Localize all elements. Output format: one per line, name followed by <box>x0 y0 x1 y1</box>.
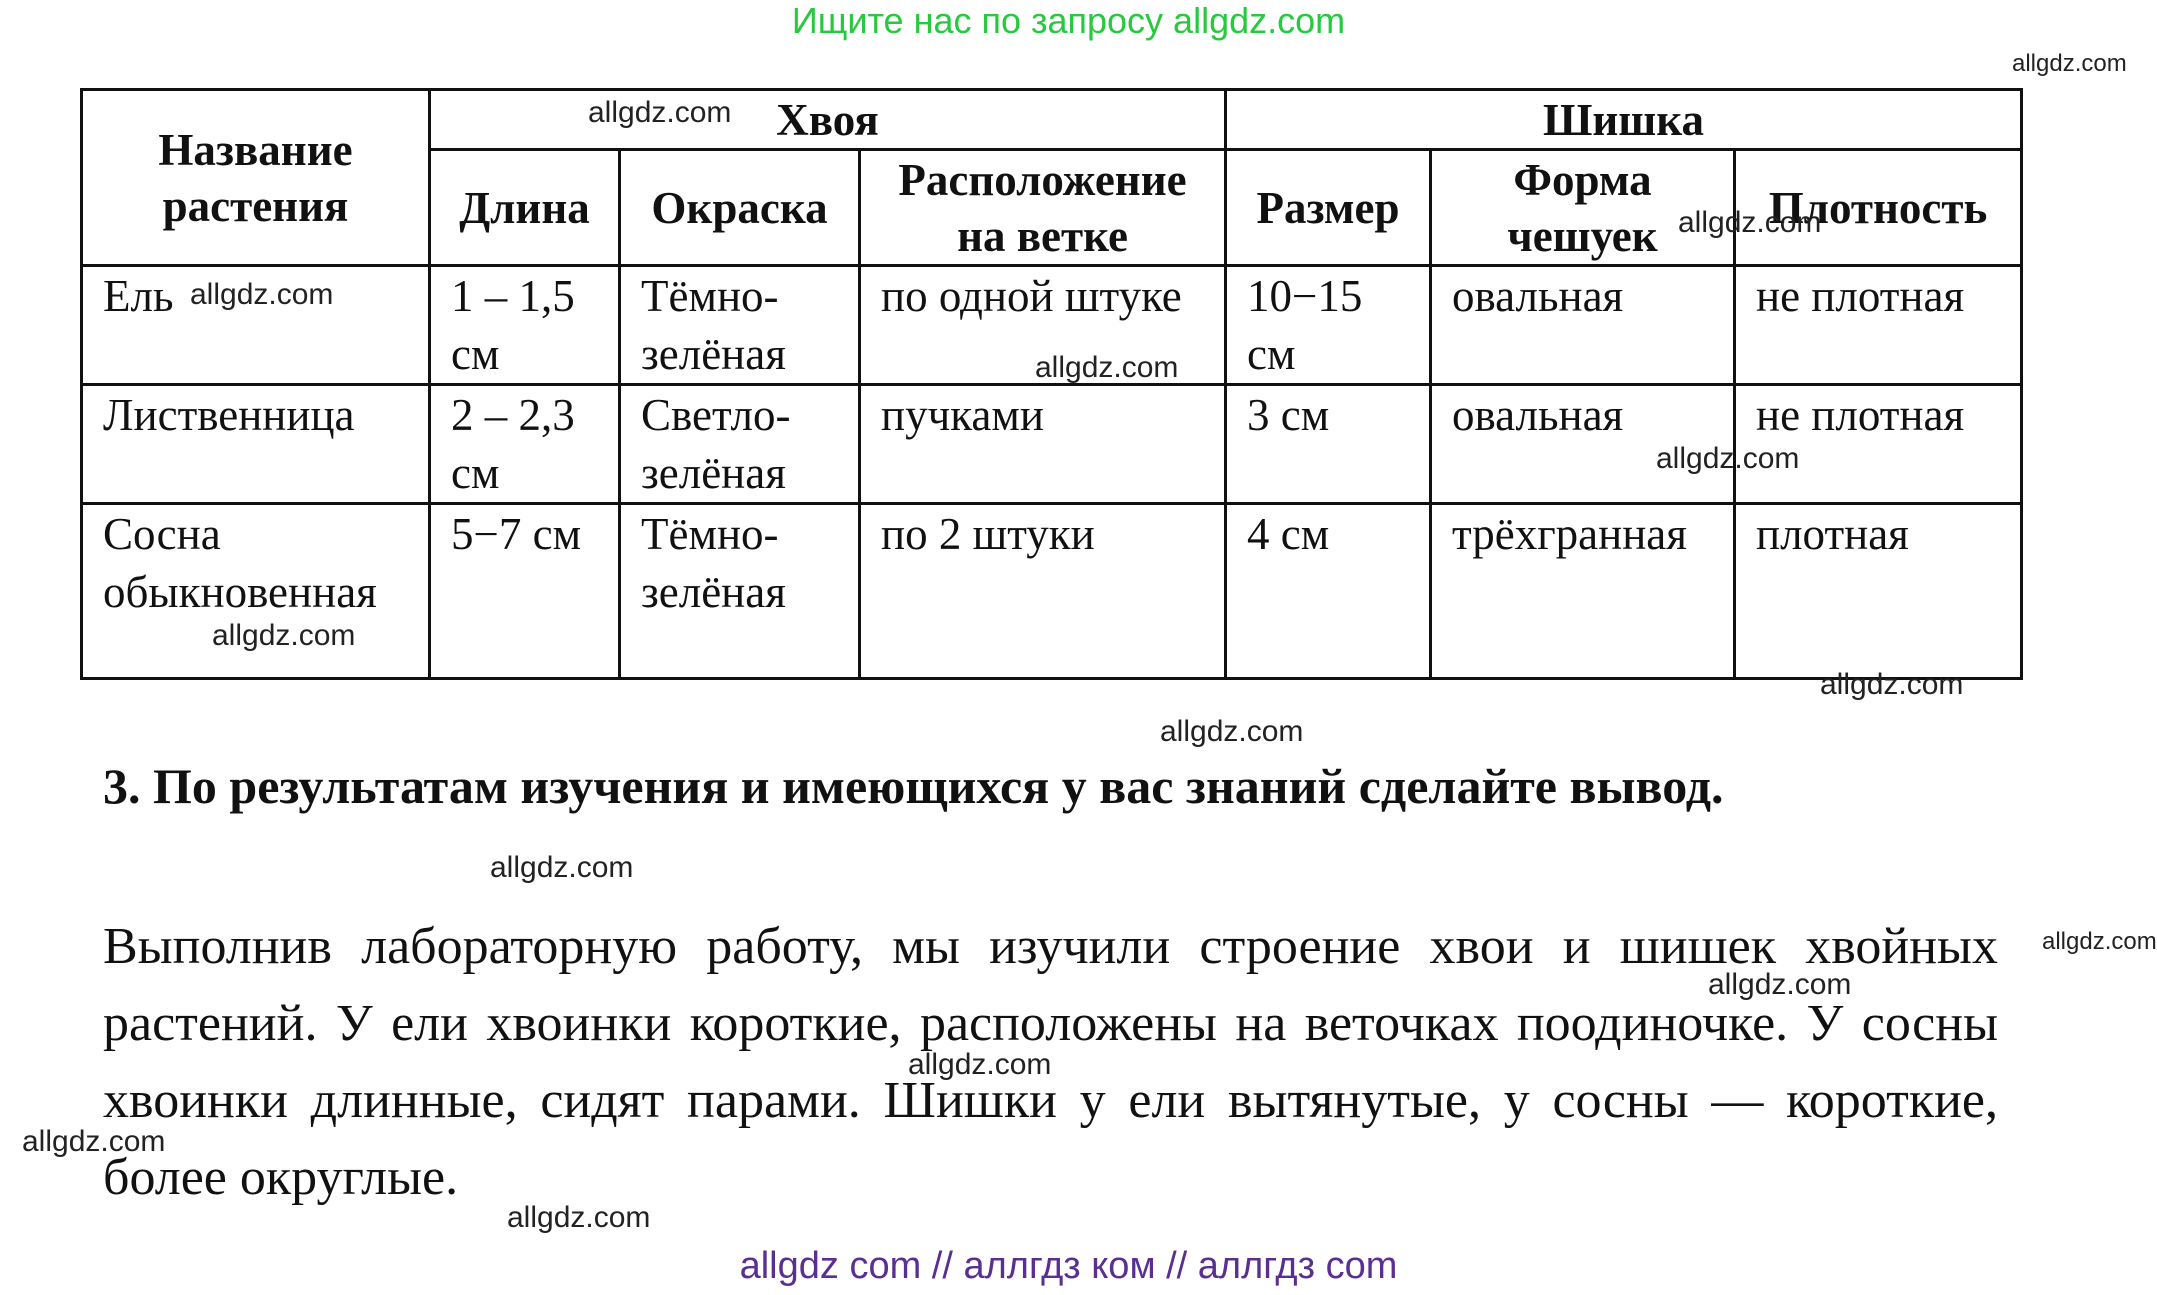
watermark: allgdz.com <box>588 96 732 129</box>
cell-size: 3 см <box>1226 385 1431 504</box>
watermark: allgdz.com <box>908 1048 1052 1081</box>
cell-color: Тёмно-зелёная <box>620 504 860 679</box>
plants-table <box>80 88 2023 680</box>
cell-size: 10−15 см <box>1226 266 1431 385</box>
cell-length: 2 – 2,3 см <box>430 385 620 504</box>
cell-color: Светло-зелёная <box>620 385 860 504</box>
header-size: Размер <box>1226 150 1431 266</box>
watermark: allgdz.com <box>1678 206 1822 239</box>
answer-paragraph: Выполнив лабораторную работу, мы изучили строение хвои и шишек хвойных растений. У ели хвоинки короткие, расположены на веточках поодиночке. У сосны хвоинки длинные, сидят парами. Шишки у ели вытянутые, у сосны — короткие, более округлые. <box>103 918 1998 1206</box>
watermark: allgdz.com <box>1160 715 1304 748</box>
watermark: allgdz.com <box>2042 928 2157 955</box>
watermark: allgdz.com <box>1820 668 1964 701</box>
watermark: allgdz.com <box>507 1201 651 1234</box>
header-color: Окраска <box>620 150 860 266</box>
cell-name: Лиственница <box>82 385 430 504</box>
cell-name: Сосна обыкновенная <box>82 504 430 679</box>
cell-name: Ель <box>82 266 430 385</box>
cell-density: не плотная <box>1735 266 2022 385</box>
header-cone: Шишка <box>1226 90 2022 150</box>
cell-shape: трёхгранная <box>1431 504 1735 679</box>
cell-density: не плотная <box>1735 385 2022 504</box>
cell-length: 5−7 см <box>430 504 620 679</box>
cell-arrangement: пучками <box>860 385 1226 504</box>
header-plant-name: Название растения <box>82 90 430 266</box>
task-heading: 3. По результатам изучения и имеющихся у вас знаний сделайте вывод. <box>103 758 1724 814</box>
watermark: allgdz.com <box>1035 351 1179 384</box>
cell-length: 1 – 1,5 см <box>430 266 620 385</box>
header-arrangement: Расположение на ветке <box>860 150 1226 266</box>
watermark: allgdz.com <box>1656 442 1800 475</box>
cell-size: 4 см <box>1226 504 1431 679</box>
footer-links: allgdz com // аллгдз ком // аллгдз com <box>739 1245 1398 1287</box>
cell-shape: овальная <box>1431 385 1735 504</box>
watermark: allgdz.com <box>22 1125 166 1158</box>
table-row <box>82 504 2022 679</box>
watermark: allgdz.com <box>490 851 634 884</box>
watermark: allgdz.com <box>1708 968 1852 1001</box>
watermark: allgdz.com <box>2012 50 2127 77</box>
header-density: Плотность <box>1735 150 2022 266</box>
header-scale-shape: Форма чешуек <box>1431 150 1735 266</box>
cell-shape: овальная <box>1431 266 1735 385</box>
search-hint-banner: Ищите нас по запросу allgdz.com <box>791 0 1346 41</box>
cell-arrangement: по одной штуке <box>860 266 1226 385</box>
cell-color: Тёмно-зелёная <box>620 266 860 385</box>
watermark: allgdz.com <box>190 278 334 311</box>
header-length: Длина <box>430 150 620 266</box>
cell-density: плотная <box>1735 504 2022 679</box>
cell-arrangement: по 2 штуки <box>860 504 1226 679</box>
header-needles: Хвоя <box>430 90 1226 150</box>
watermark: allgdz.com <box>212 619 356 652</box>
